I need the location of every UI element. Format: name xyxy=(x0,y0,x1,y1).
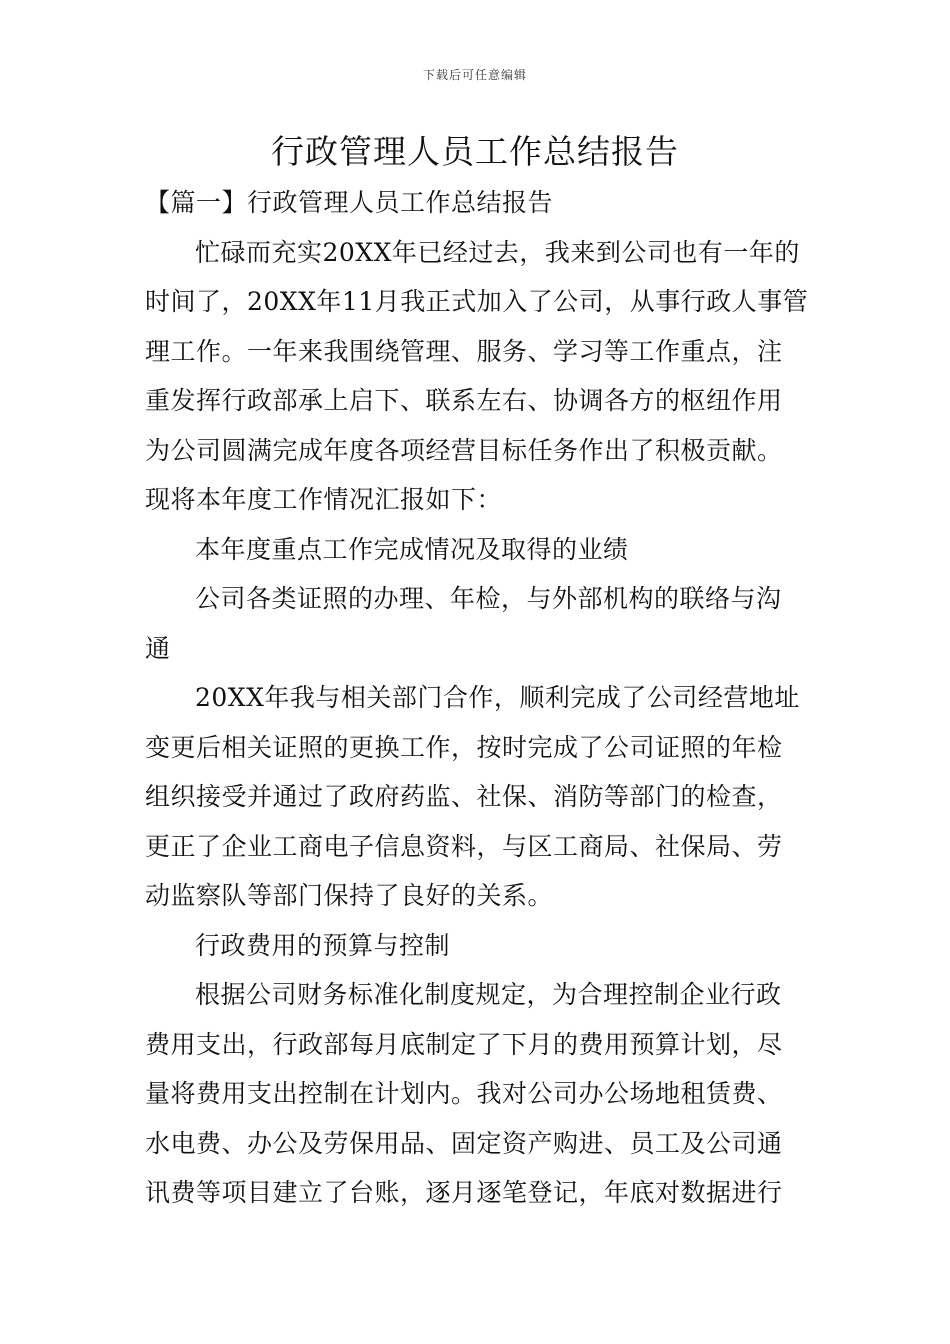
document-title: 行政管理人员工作总结报告 xyxy=(271,132,679,171)
section-heading: 【篇一】行政管理人员工作总结报告 xyxy=(145,188,554,217)
text-line: 行政费用的预算与控制 xyxy=(195,930,451,960)
text-line: 公司各类证照的办理、年检，与外部机构的联络与沟 xyxy=(195,584,782,613)
text-line: 20XX年我与相关部门合作，顺利完成了公司经营地址 xyxy=(195,683,800,712)
text-line: 组织接受并通过了政府药监、社保、消防等部门的检查， xyxy=(145,782,783,811)
text-line: 为公司圆满完成年度各项经营目标任务作出了积极贡献。 xyxy=(145,435,783,465)
text-line: 根据公司财务标准化制度规定，为合理控制企业行政 xyxy=(195,980,782,1009)
text-line: 时间了，20XX年11月我正式加入了公司，从事行政人事管 xyxy=(145,287,809,316)
text-line: 变更后相关证照的更换工作，按时完成了公司证照的年检 xyxy=(145,732,783,762)
text-line: 量将费用支出控制在计划内。我对公司办公场地租赁费、 xyxy=(145,1079,783,1108)
text-line: 讯费等项目建立了台账，逐月逐笔登记，年底对数据进行 xyxy=(145,1178,783,1207)
text-line: 费用支出，行政部每月底制定了下月的费用预算计划，尽 xyxy=(145,1029,783,1059)
text-line: 现将本年度工作情况汇报如下： xyxy=(145,485,503,514)
text-line: 更正了企业工商电子信息资料，与区工商局、社保局、劳 xyxy=(145,831,783,861)
text-line: 通 xyxy=(145,633,171,663)
body-text xyxy=(145,228,809,1218)
text-line: 理工作。一年来我围绕管理、服务、学习等工作重点，注 xyxy=(145,336,783,366)
text-line: 忙碌而充实20XX年已经过去，我来到公司也有一年的 xyxy=(195,237,800,267)
document-body xyxy=(145,178,809,1218)
text-line: 本年度重点工作完成情况及取得的业绩 xyxy=(195,534,629,564)
header-note: 下载后可任意编辑 xyxy=(422,68,527,82)
text-line: 重发挥行政部承上启下、联系左右、协调各方的枢纽作用 xyxy=(145,386,783,415)
text-line: 动监察队等部门保持了良好的关系。 xyxy=(145,881,554,910)
text-line: 水电费、办公及劳保用品、固定资产购进、员工及公司通 xyxy=(145,1128,783,1158)
